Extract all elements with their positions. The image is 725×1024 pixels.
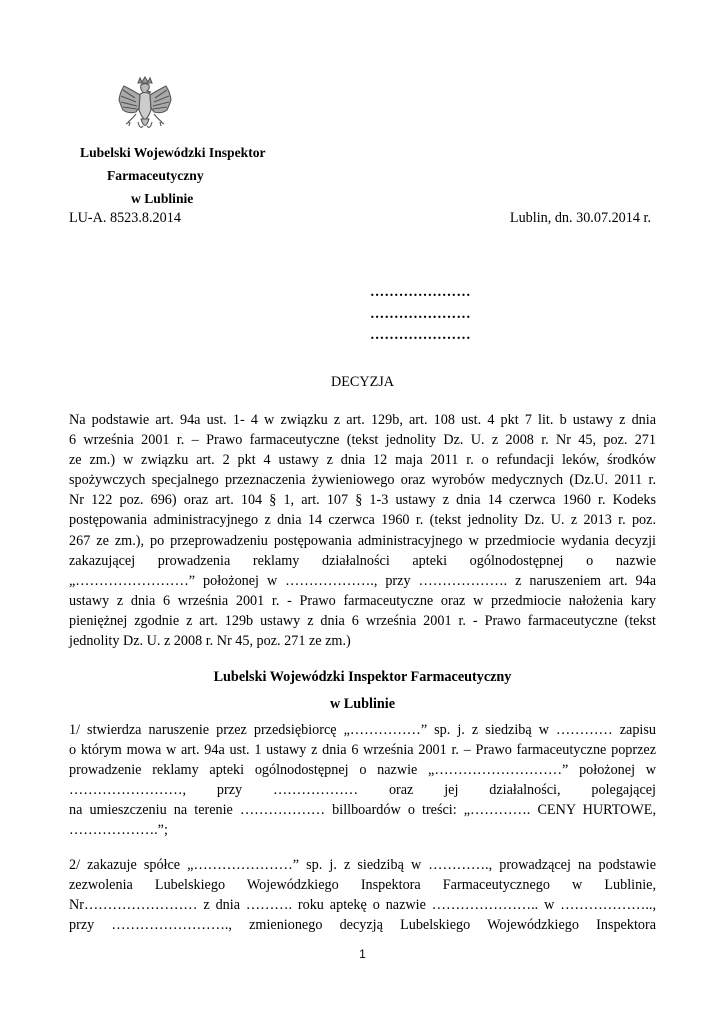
text-line: pieniężnej zgodnie z art. 129b ustawy z dnia 6 września 2001 r. - Prawo farmaceutyczne (tekst	[69, 612, 656, 629]
text-line: postępowania administracyjnego z dnia 14 czerwca 1960 r. (tekst jednolity Dz. U. z 2013 r. poz.	[69, 512, 656, 529]
text-line: 6 września 2001 r. – Prawo farmaceutyczne (tekst jednolity Dz. U. z 2008 r. Nr 45, poz. 271	[69, 432, 656, 449]
text-line: 267 ze zm.), po przeprowadzeniu postępowania administracyjnego w przedmiocie wydania decyzji	[69, 532, 656, 549]
text-line: jednolity Dz. U. z 2008 r. Nr 45, poz. 271 ze zm.)	[69, 633, 351, 650]
legal-basis-paragraph	[69, 410, 656, 651]
text-line: prowadzenie reklamy apteki ogólnodostępnej o nazwie „………………………” położonej w	[69, 762, 656, 779]
addressee-line: …………………	[370, 327, 471, 343]
text-line: ……………….”;	[69, 822, 168, 839]
polish-eagle-emblem	[114, 76, 176, 142]
decision-authority-heading: Lubelski Wojewódzki Inspektor Farmaceutyczny	[213, 669, 512, 685]
authority-name-line1: Lubelski Wojewódzki Inspektor	[80, 145, 266, 160]
text-line: zezwolenia Lubelskiego Wojewódzkiego Inspektora Farmaceutycznego w Lublinie,	[69, 877, 656, 894]
text-line: Na podstawie art. 94a ust. 1- 4 w związku z art. 129b, art. 108 ust. 4 pkt 7 lit. b ustawy z dnia	[69, 412, 656, 428]
text-line: ze zm.) w związku art. 2 pkt 4 ustawy z dnia 12 maja 2011 r. o refundacji leków, środków	[69, 452, 656, 469]
place-and-date: Lublin, dn. 30.07.2014 r.	[509, 210, 651, 226]
text-line: przy ……………………., zmienionego decyzją Lubelskiego Wojewódzkiego Inspektora	[69, 917, 656, 934]
reference-number: LU-A. 8523.8.2014	[69, 210, 181, 226]
text-line: ustawy z dnia 6 września 2001 r. - Prawo farmaceutyczne oraz w przedmiocie nałożenia kary	[69, 592, 656, 609]
text-line: ……………………, przy ……………… oraz jej działalności, polegającej	[69, 782, 656, 799]
text-line: Nr…………………… z dnia ………. roku aptekę o nazwie ………………….. w ………………..,	[69, 897, 656, 914]
text-line: 1/ stwierdza naruszenie przez przedsiębiorcę „……………” sp. j. z siedzibą w ………… zapisu	[69, 722, 656, 738]
addressee-line: …………………	[370, 306, 471, 322]
document-title: DECYZJA	[330, 374, 395, 390]
decision-authority-city: w Lublinie	[329, 696, 396, 712]
authority-name-line3: w Lublinie	[131, 191, 194, 206]
addressee-line: …………………	[370, 284, 471, 300]
text-line: spożywczych specjalnego przeznaczenia żywieniowego oraz wyrobów medycznych (Dz.U. 2011 r.	[69, 472, 656, 489]
text-line: na umieszczeniu na terenie ……………… billboardów o treści: „…………. CENY HURTOWE,	[69, 802, 656, 819]
authority-name-line2: Farmaceutyczny	[107, 168, 204, 183]
decision-point-2	[69, 855, 656, 935]
page-number: 1	[359, 947, 366, 961]
decision-point-1	[69, 720, 656, 841]
text-line: zakazującej prowadzenia reklamy działalności apteki ogólnodostępnej o nazwie	[69, 552, 656, 569]
text-line: 2/ zakazuje spółce „…………………” sp. j. z siedzibą w …………., prowadzącej na podstawie	[69, 857, 656, 873]
text-line: „……………………” położonej w ………………., przy ………………. z naruszeniem art. 94a	[69, 572, 656, 589]
text-line: Nr 122 poz. 696) oraz art. 104 § 1, art. 107 § 1-3 ustawy z dnia 14 czerwca 1960 r. Kodeks	[69, 492, 656, 509]
text-line: o którym mowa w art. 94a ust. 1 ustawy z dnia 6 września 2001 r. – Prawo farmaceutyczne poprzez	[69, 742, 656, 759]
